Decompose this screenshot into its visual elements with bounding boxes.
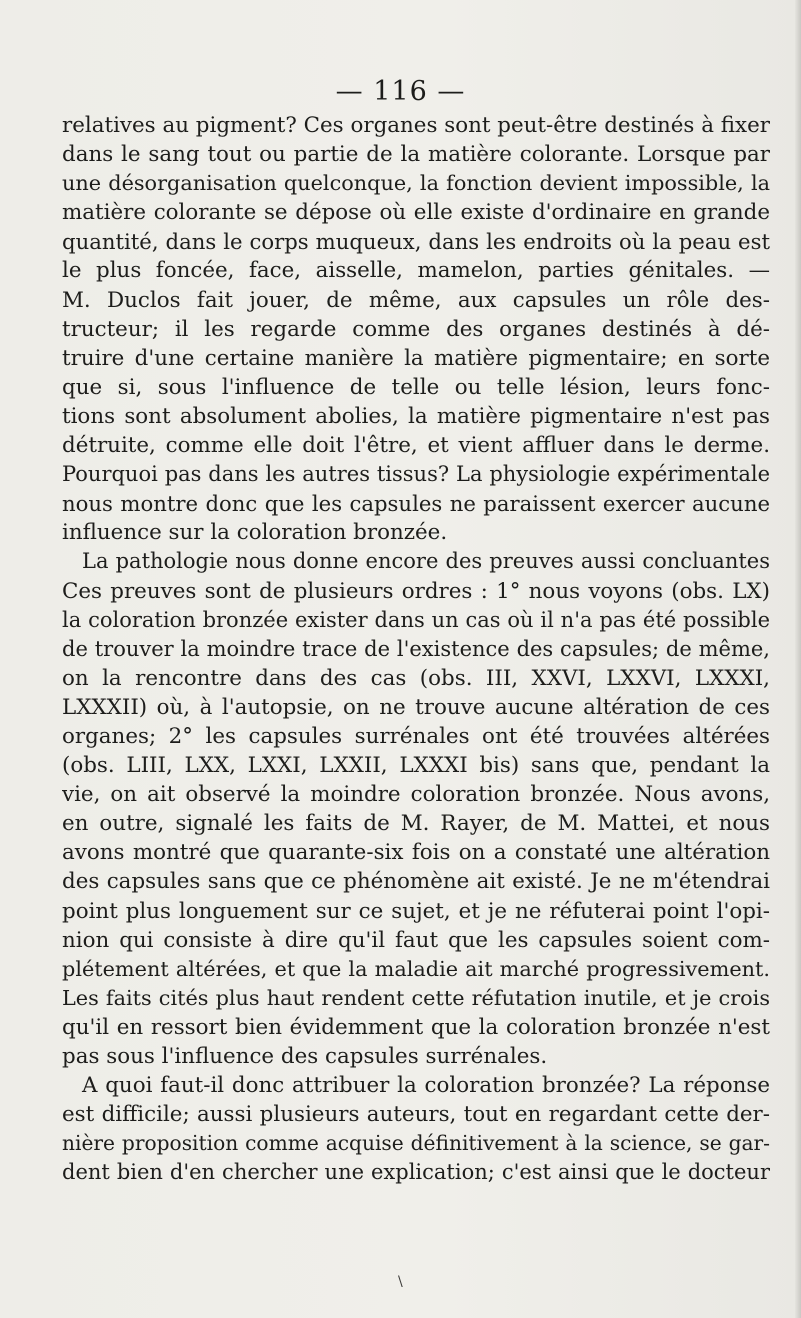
text-line: quantité, dans le corps muqueux, dans les endroits où la peau est xyxy=(62,229,770,255)
stray-mark: \ xyxy=(398,1274,403,1290)
text-line: on la rencontre dans des cas (obs. III, XXVI, LXXVI, LXXXI, xyxy=(62,665,770,691)
text-line: la coloration bronzée exister dans un cas où il n'a pas été possible xyxy=(62,607,770,632)
text-line: le plus foncée, face, aisselle, mamelon, parties génitales. — xyxy=(62,258,770,284)
text-line: pas sous l'influence des capsules surrénales. xyxy=(62,1044,548,1069)
text-line: relatives au pigment? Ces organes sont peut-être destinés à fixer xyxy=(62,113,770,138)
text-line: La pathologie nous donne encore des preuves aussi concluantes xyxy=(82,549,770,574)
text-line: qu'il en ressort bien évidemment que la coloration bronzée n'est xyxy=(62,1014,770,1040)
text-line: nion qui consiste à dire qu'il faut que les capsules soient com- xyxy=(62,927,770,953)
text-line: détruite, comme elle doit l'être, et vient affluer dans le derme. xyxy=(62,433,770,459)
text-line: tructeur; il les regarde comme des organes destinés à dé- xyxy=(62,316,770,342)
text-line: M. Duclos fait jouer, de même, aux capsules un rôle des- xyxy=(62,287,770,313)
text-line: des capsules sans que ce phénomène ait existé. Je ne m'étendrai xyxy=(62,869,770,895)
text-line: point plus longuement sur ce sujet, et je ne réfuterai point l'opi- xyxy=(62,898,770,924)
text-line: nière proposition comme acquise définitivement à la science, se gar- xyxy=(62,1131,770,1156)
text-line: une désorganisation quelconque, la fonction devient impossible, la xyxy=(62,171,770,196)
body-text xyxy=(62,111,770,1187)
text-line: LXXXII) où, à l'autopsie, on ne trouve aucune altération de ces xyxy=(62,694,770,720)
text-line: que si, sous l'influence de telle ou telle lésion, leurs fonc- xyxy=(62,374,770,400)
text-line: Ces preuves sont de plusieurs ordres : 1° nous voyons (obs. LX) xyxy=(62,578,770,604)
text-line: nous montre donc que les capsules ne paraissent exercer aucune xyxy=(62,491,770,517)
text-line: truire d'une certaine manière la matière pigmentaire; en sorte xyxy=(62,345,770,371)
page-number: — 116 — xyxy=(335,76,466,107)
text-line: dent bien d'en chercher une explication; c'est ainsi que le docteur xyxy=(62,1160,770,1185)
text-line: Les faits cités plus haut rendent cette réfutation inutile, et je crois xyxy=(62,985,770,1010)
text-line: Pourquoi pas dans les autres tissus? La physiologie expérimentale xyxy=(62,462,770,487)
text-line: influence sur la coloration bronzée. xyxy=(62,520,448,546)
text-line: matière colorante se dépose où elle existe d'ordinaire en grande xyxy=(62,200,770,226)
text-line: tions sont absolument abolies, la matière pigmentaire n'est pas xyxy=(62,403,770,429)
text-line: (obs. LIII, LXX, LXXI, LXXII, LXXXI bis) sans que, pendant la xyxy=(62,753,770,779)
text-line: est difficile; aussi plusieurs auteurs, tout en regardant cette der- xyxy=(62,1102,770,1128)
text-line: A quoi faut-il donc attribuer la coloration bronzée? La réponse xyxy=(82,1073,770,1099)
text-line: en outre, signalé les faits de M. Rayer, de M. Mattei, et nous xyxy=(62,811,770,837)
text-line: organes; 2° les capsules surrénales ont été trouvées altérées xyxy=(62,723,770,749)
text-line: avons montré que quarante-six fois on a constaté une altération xyxy=(62,840,770,866)
text-line: plétement altérées, et que la maladie ait marché progressivement. xyxy=(62,956,770,981)
text-line: dans le sang tout ou partie de la matière colorante. Lorsque par xyxy=(62,142,770,168)
text-line: vie, on ait observé la moindre coloration bronzée. Nous avons, xyxy=(62,782,770,808)
text-line: de trouver la moindre trace de l'existence des capsules; de même, xyxy=(62,636,770,661)
page-edge-shadow xyxy=(795,0,801,1318)
